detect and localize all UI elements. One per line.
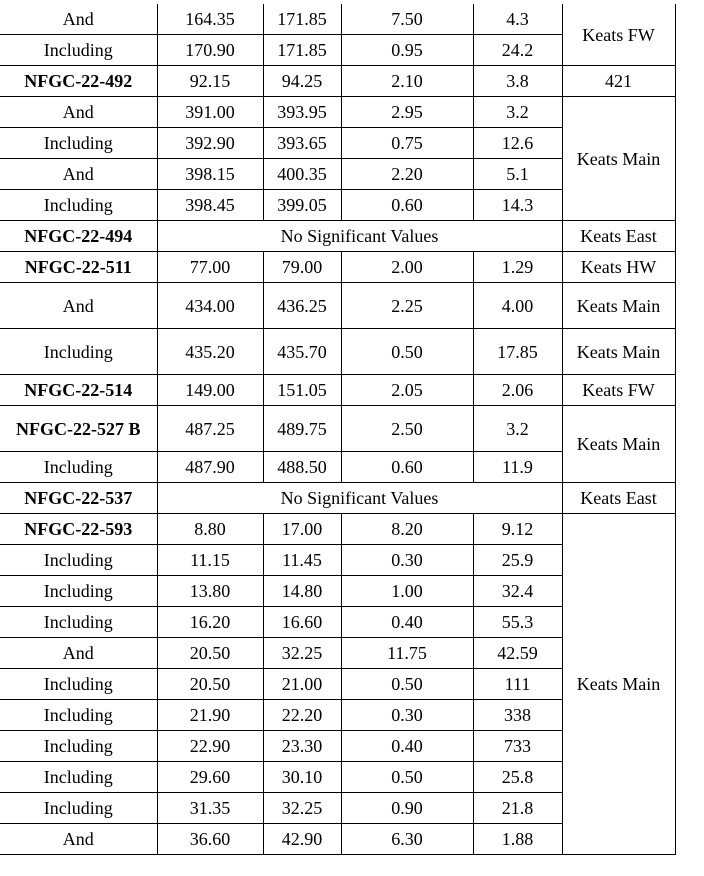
grade-cell: 4.3 <box>473 4 562 35</box>
length-cell: 0.30 <box>341 545 473 576</box>
hole-id-cell: And <box>0 638 157 669</box>
table-row <box>0 406 675 452</box>
hole-id-cell: And <box>0 4 157 35</box>
hole-id-cell: NFGC-22-537 <box>0 483 157 514</box>
grade-cell: 12.6 <box>473 128 562 159</box>
zone-cell: Keats Main <box>562 283 675 329</box>
grade-cell: 42.59 <box>473 638 562 669</box>
to-cell: 32.25 <box>263 638 341 669</box>
length-cell: 1.00 <box>341 576 473 607</box>
grade-cell: 338 <box>473 700 562 731</box>
hole-id-cell: And <box>0 283 157 329</box>
to-cell: 14.80 <box>263 576 341 607</box>
from-cell: 20.50 <box>157 669 263 700</box>
to-cell: 94.25 <box>263 66 341 97</box>
from-cell: 434.00 <box>157 283 263 329</box>
from-cell: 392.90 <box>157 128 263 159</box>
from-cell: 398.15 <box>157 159 263 190</box>
from-cell: 435.20 <box>157 329 263 375</box>
grade-cell: 3.2 <box>473 97 562 128</box>
to-cell: 79.00 <box>263 252 341 283</box>
from-cell: 11.15 <box>157 545 263 576</box>
grade-cell: 25.8 <box>473 762 562 793</box>
from-cell: 29.60 <box>157 762 263 793</box>
to-cell: 42.90 <box>263 824 341 855</box>
grade-cell: 25.9 <box>473 545 562 576</box>
to-cell: 17.00 <box>263 514 341 545</box>
length-cell: 2.95 <box>341 97 473 128</box>
from-cell: 487.25 <box>157 406 263 452</box>
length-cell: 2.05 <box>341 375 473 406</box>
hole-id-cell: NFGC-22-511 <box>0 252 157 283</box>
hole-id-cell: Including <box>0 190 157 221</box>
hole-id-cell: Including <box>0 762 157 793</box>
to-cell: 488.50 <box>263 452 341 483</box>
from-cell: 164.35 <box>157 4 263 35</box>
grade-cell: 111 <box>473 669 562 700</box>
grade-cell: 3.2 <box>473 406 562 452</box>
zone-cell: Keats HW <box>562 252 675 283</box>
length-cell: 0.50 <box>341 762 473 793</box>
hole-id-cell: And <box>0 824 157 855</box>
hole-id-cell: Including <box>0 700 157 731</box>
grade-cell: 2.06 <box>473 375 562 406</box>
grade-cell: 11.9 <box>473 452 562 483</box>
hole-id-cell: NFGC-22-492 <box>0 66 157 97</box>
grade-cell: 32.4 <box>473 576 562 607</box>
to-cell: 400.35 <box>263 159 341 190</box>
from-cell: 13.80 <box>157 576 263 607</box>
hole-id-cell: And <box>0 159 157 190</box>
zone-cell: Keats Main <box>562 514 675 855</box>
table-row <box>0 375 675 406</box>
hole-id-cell: Including <box>0 452 157 483</box>
zone-cell: Keats Main <box>562 97 675 221</box>
from-cell: 31.35 <box>157 793 263 824</box>
length-cell: 2.10 <box>341 66 473 97</box>
hole-id-cell: Including <box>0 669 157 700</box>
hole-id-cell: NFGC-22-527 B <box>0 406 157 452</box>
zone-cell: Keats East <box>562 221 675 252</box>
zone-cell: Keats FW <box>562 4 675 66</box>
grade-cell: 9.12 <box>473 514 562 545</box>
to-cell: 151.05 <box>263 375 341 406</box>
table-row <box>0 514 675 545</box>
grade-cell: 1.29 <box>473 252 562 283</box>
table-row <box>0 483 675 514</box>
no-values-cell: No Significant Values <box>157 483 562 514</box>
from-cell: 21.90 <box>157 700 263 731</box>
to-cell: 22.20 <box>263 700 341 731</box>
to-cell: 30.10 <box>263 762 341 793</box>
grade-cell: 17.85 <box>473 329 562 375</box>
table-row <box>0 66 675 97</box>
drill-results-table <box>0 4 676 855</box>
to-cell: 489.75 <box>263 406 341 452</box>
from-cell: 170.90 <box>157 35 263 66</box>
no-values-cell: No Significant Values <box>157 221 562 252</box>
grade-cell: 5.1 <box>473 159 562 190</box>
table-body <box>0 4 675 855</box>
hole-id-cell: Including <box>0 793 157 824</box>
to-cell: 171.85 <box>263 35 341 66</box>
to-cell: 16.60 <box>263 607 341 638</box>
from-cell: 16.20 <box>157 607 263 638</box>
length-cell: 6.30 <box>341 824 473 855</box>
length-cell: 0.50 <box>341 669 473 700</box>
hole-id-cell: Including <box>0 545 157 576</box>
table-row <box>0 329 675 375</box>
to-cell: 436.25 <box>263 283 341 329</box>
from-cell: 92.15 <box>157 66 263 97</box>
length-cell: 2.50 <box>341 406 473 452</box>
from-cell: 391.00 <box>157 97 263 128</box>
grade-cell: 24.2 <box>473 35 562 66</box>
grade-cell: 4.00 <box>473 283 562 329</box>
from-cell: 20.50 <box>157 638 263 669</box>
grade-cell: 1.88 <box>473 824 562 855</box>
hole-id-cell: Including <box>0 731 157 762</box>
to-cell: 435.70 <box>263 329 341 375</box>
length-cell: 0.75 <box>341 128 473 159</box>
grade-cell: 14.3 <box>473 190 562 221</box>
hole-id-cell: Including <box>0 607 157 638</box>
to-cell: 393.65 <box>263 128 341 159</box>
length-cell: 2.00 <box>341 252 473 283</box>
table-row <box>0 97 675 128</box>
to-cell: 32.25 <box>263 793 341 824</box>
hole-id-cell: Including <box>0 576 157 607</box>
length-cell: 0.40 <box>341 731 473 762</box>
zone-cell: Keats Main <box>562 406 675 483</box>
length-cell: 0.60 <box>341 452 473 483</box>
length-cell: 0.50 <box>341 329 473 375</box>
grade-cell: 733 <box>473 731 562 762</box>
from-cell: 149.00 <box>157 375 263 406</box>
from-cell: 398.45 <box>157 190 263 221</box>
length-cell: 7.50 <box>341 4 473 35</box>
from-cell: 77.00 <box>157 252 263 283</box>
table-row <box>0 4 675 35</box>
from-cell: 22.90 <box>157 731 263 762</box>
hole-id-cell: And <box>0 97 157 128</box>
length-cell: 8.20 <box>341 514 473 545</box>
zone-cell: 421 <box>562 66 675 97</box>
table-row <box>0 283 675 329</box>
hole-id-cell: Including <box>0 329 157 375</box>
to-cell: 21.00 <box>263 669 341 700</box>
hole-id-cell: NFGC-22-494 <box>0 221 157 252</box>
length-cell: 2.20 <box>341 159 473 190</box>
to-cell: 11.45 <box>263 545 341 576</box>
grade-cell: 55.3 <box>473 607 562 638</box>
zone-cell: Keats East <box>562 483 675 514</box>
table-row <box>0 221 675 252</box>
length-cell: 11.75 <box>341 638 473 669</box>
from-cell: 8.80 <box>157 514 263 545</box>
hole-id-cell: Including <box>0 35 157 66</box>
to-cell: 171.85 <box>263 4 341 35</box>
from-cell: 36.60 <box>157 824 263 855</box>
grade-cell: 21.8 <box>473 793 562 824</box>
from-cell: 487.90 <box>157 452 263 483</box>
length-cell: 0.30 <box>341 700 473 731</box>
zone-cell: Keats FW <box>562 375 675 406</box>
to-cell: 393.95 <box>263 97 341 128</box>
table-row <box>0 252 675 283</box>
to-cell: 23.30 <box>263 731 341 762</box>
hole-id-cell: NFGC-22-514 <box>0 375 157 406</box>
length-cell: 0.95 <box>341 35 473 66</box>
hole-id-cell: NFGC-22-593 <box>0 514 157 545</box>
length-cell: 0.60 <box>341 190 473 221</box>
length-cell: 2.25 <box>341 283 473 329</box>
hole-id-cell: Including <box>0 128 157 159</box>
length-cell: 0.40 <box>341 607 473 638</box>
grade-cell: 3.8 <box>473 66 562 97</box>
to-cell: 399.05 <box>263 190 341 221</box>
length-cell: 0.90 <box>341 793 473 824</box>
zone-cell: Keats Main <box>562 329 675 375</box>
